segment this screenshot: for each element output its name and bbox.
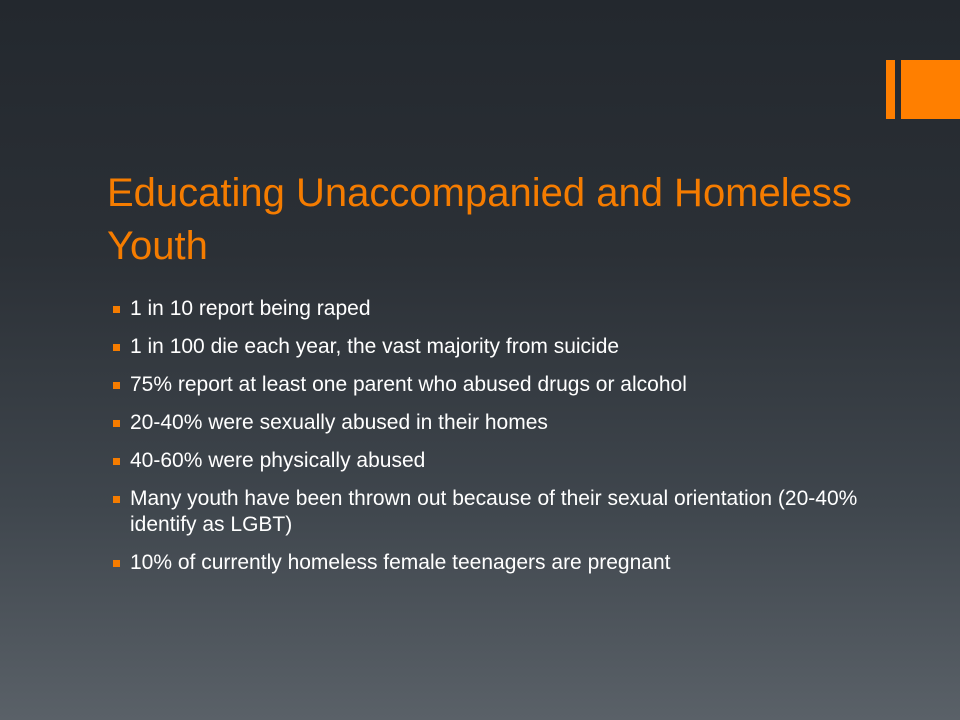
bullet-text: 40-60% were physically abused (130, 449, 426, 472)
bullet-item (110, 550, 870, 576)
bullet-item (110, 486, 870, 538)
square-bullet-icon (113, 458, 120, 465)
bullet-text: 75% report at least one parent who abused drugs or alcohol (130, 373, 687, 396)
bullet-item (110, 448, 870, 474)
bullet-text: 10% of currently homeless female teenagers are pregnant (130, 551, 671, 574)
bullet-text: 1 in 10 report being raped (130, 297, 371, 320)
accent-square-decoration (901, 60, 960, 119)
square-bullet-icon (113, 560, 120, 567)
bullet-item (110, 296, 870, 322)
accent-bar-decoration (886, 60, 895, 119)
square-bullet-icon (113, 382, 120, 389)
square-bullet-icon (113, 306, 120, 313)
bullet-item (110, 372, 870, 398)
bullet-item (110, 410, 870, 436)
bullet-text: Many youth have been thrown out because of their sexual orientation (20-40% identify as LGBT) (130, 487, 858, 536)
bullet-text: 1 in 100 die each year, the vast majority from suicide (130, 335, 620, 358)
square-bullet-icon (113, 496, 120, 503)
bullet-list (110, 296, 870, 588)
bullet-item (110, 334, 870, 360)
square-bullet-icon (113, 420, 120, 427)
slide-title: Educating Unaccompanied and Homeless Youth (107, 171, 852, 268)
square-bullet-icon (113, 344, 120, 351)
bullet-text: 20-40% were sexually abused in their homes (130, 411, 548, 434)
